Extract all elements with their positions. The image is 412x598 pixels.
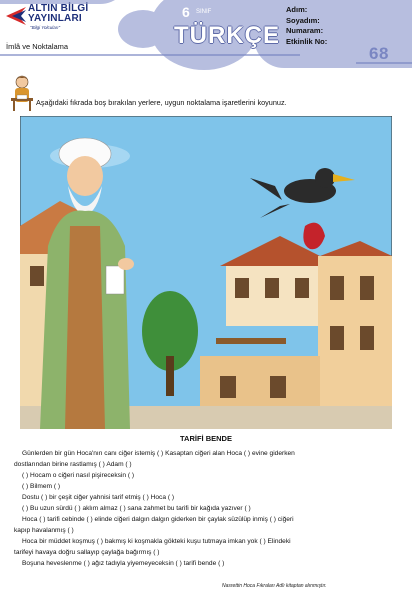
course-title: TÜRKÇE — [174, 22, 280, 49]
story-line: Boşuna heveslenme ( ) ağız tadıyla yiyemeyeceksin ( ) tarifi bende ( ) — [22, 560, 225, 567]
publisher-name: ALTIN BİLGİ YAYINLARI — [28, 3, 89, 24]
grade-word: SINIF — [196, 9, 212, 15]
grade-number: 6 — [182, 4, 190, 20]
story-line: Hoca ( ) tarifi cebinde ( ) elinde ciğeri dalgın dalgın giderken bir çaylak süzülüp inmiş ( ) ciğeri — [22, 516, 294, 523]
story-line: ( ) Bu uzun sürdü ( ) aklım almaz ( ) sana zahmet bu tarifi bir kağıda yazıver ( ) — [22, 505, 251, 512]
arrow-logo-icon — [4, 5, 28, 27]
story-line: kapıp havalanmış ( ) — [14, 527, 74, 534]
name-field-label: Adım: — [286, 5, 308, 14]
story-line: ( ) Bilmem ( ) — [22, 483, 61, 490]
activity-no-field-label: Etkinlik No: — [286, 36, 328, 46]
story-line: Günlerden bir gün Hoca'nın canı ciğer istemiş ( ) Kasaptan ciğeri alan Hoca ( ) evine giderken — [22, 450, 295, 457]
story-illustration — [20, 116, 392, 429]
story-line: Dostu ( ) bir çeşit ciğer yahnisi tarif etmiş ( ) Hoca ( ) — [22, 494, 175, 501]
story-line: Hoca bir müddet koşmuş ( ) bakmış ki koşmakla gökteki kuşu tutmaya imkan yok ( ) Elindeki — [22, 538, 291, 545]
course-badge — [170, 4, 280, 68]
story-line: tarifeyi havaya doğru sallayıp çaylağa bağırmış ( ) — [14, 549, 160, 556]
publisher-logo — [4, 2, 96, 36]
story-line: ( ) Hocam o ciğeri nasıl pişireceksin ( ) — [22, 472, 135, 479]
publisher-tagline: "Bilgi Yolcuları" — [30, 25, 61, 30]
exercise-instruction: Aşağıdaki fıkrada boş bırakılan yerlere, uygun noktalama işaretlerini koyunuz. — [36, 98, 287, 107]
number-field-label: Numaram: — [286, 26, 324, 35]
story-title: TARİFİ BENDE — [180, 434, 232, 443]
surname-field-label: Soyadım: — [286, 15, 320, 25]
page-number: 68 — [369, 44, 389, 63]
reading-boy-icon — [8, 74, 36, 112]
story-line: dostlarından birine rastlamış ( ) Adam ( ) — [14, 461, 132, 468]
topic-label: İmlâ ve Noktalama — [6, 42, 69, 51]
source-note: Nasrettin Hoca Fıkraları Adlı kitaptan alınmıştır. — [222, 583, 327, 589]
student-info-fields — [286, 5, 378, 47]
